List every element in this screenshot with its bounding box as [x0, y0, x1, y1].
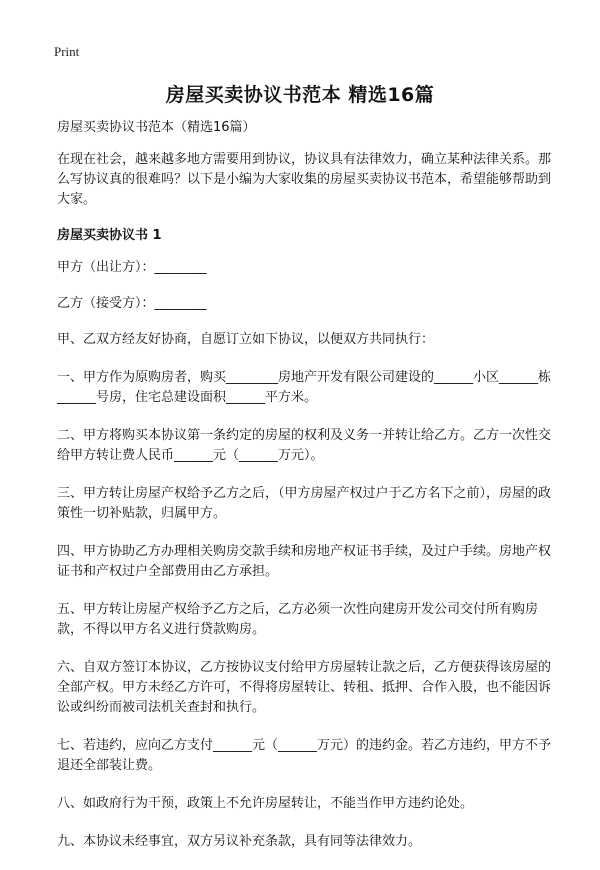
intro-paragraph: 在现在社会，越来越多地方需要用到协议，协议具有法律效力，确立某种法律关系。那么写协议真的很难吗？以下是小编为大家收集的房屋买卖协议书范本，希望能够帮助到大家。 — [57, 152, 552, 207]
party-b-line: 乙方（接受方）：________ — [57, 296, 207, 311]
clause-4: 四、甲方协助乙方办理相关购房交款手续和房地产权证书手续，及过户手续。房地产权证书和产权过户全部费用由乙方承担。 — [57, 544, 552, 579]
clause-1: 一、甲方作为原购房者，购买________房地产开发有限公司建设的______小区______栋______号房，住宅总建设面积______平方米。 — [57, 370, 552, 405]
clause-5: 五、甲方转让房屋产权给予乙方之后，乙方必须一次性向建房开发公司交付所有购房款，不得以甲方名义进行贷款购房。 — [57, 602, 539, 637]
document-title: 房屋买卖协议书范本 精选16篇 — [165, 84, 435, 106]
clause-preamble: 甲、乙双方经友好协商，自愿订立如下协议，以便双方共同执行： — [57, 332, 435, 347]
document-subtitle: 房屋买卖协议书范本（精选16篇） — [57, 120, 256, 135]
clause-3: 三、甲方转让房屋产权给予乙方之后，（甲方房屋产权过户于乙方名下之前），房屋的政策性一切补贴款，归属甲方。 — [57, 486, 552, 521]
clause-6: 六、自双方签订本协议，乙方按协议支付给甲方房屋转让款之后，乙方便获得该房屋的 全部产权。甲方未经乙方许可，不得将房屋转让、转租、抵押、合作入股，也不能因诉讼或纠纷而被司法机关查封和执行。 — [57, 660, 552, 715]
print-link[interactable]: Print — [54, 44, 80, 59]
document-body — [57, 118, 551, 870]
clause-7: 七、若违约，应向乙方支付______元（______万元）的违约金。若乙方违约，甲方不予退还全部装让费。 — [57, 738, 552, 773]
clause-9: 九、本协议未经事宜，双方另议补充条款，具有同等法律效力。 — [57, 834, 422, 849]
clause-2: 二、甲方将购买本协议第一条约定的房屋的权利及义务一并转让给乙方。乙方一次性交给甲方转让费人民币______元（______万元）。 — [57, 428, 552, 463]
section-heading: 房屋买卖协议书 1 — [57, 228, 162, 243]
clause-8: 八、如政府行为干预，政策上不允许房屋转让，不能当作甲方违约论处。 — [57, 796, 474, 811]
party-a-line: 甲方（出让方）：________ — [57, 260, 207, 275]
